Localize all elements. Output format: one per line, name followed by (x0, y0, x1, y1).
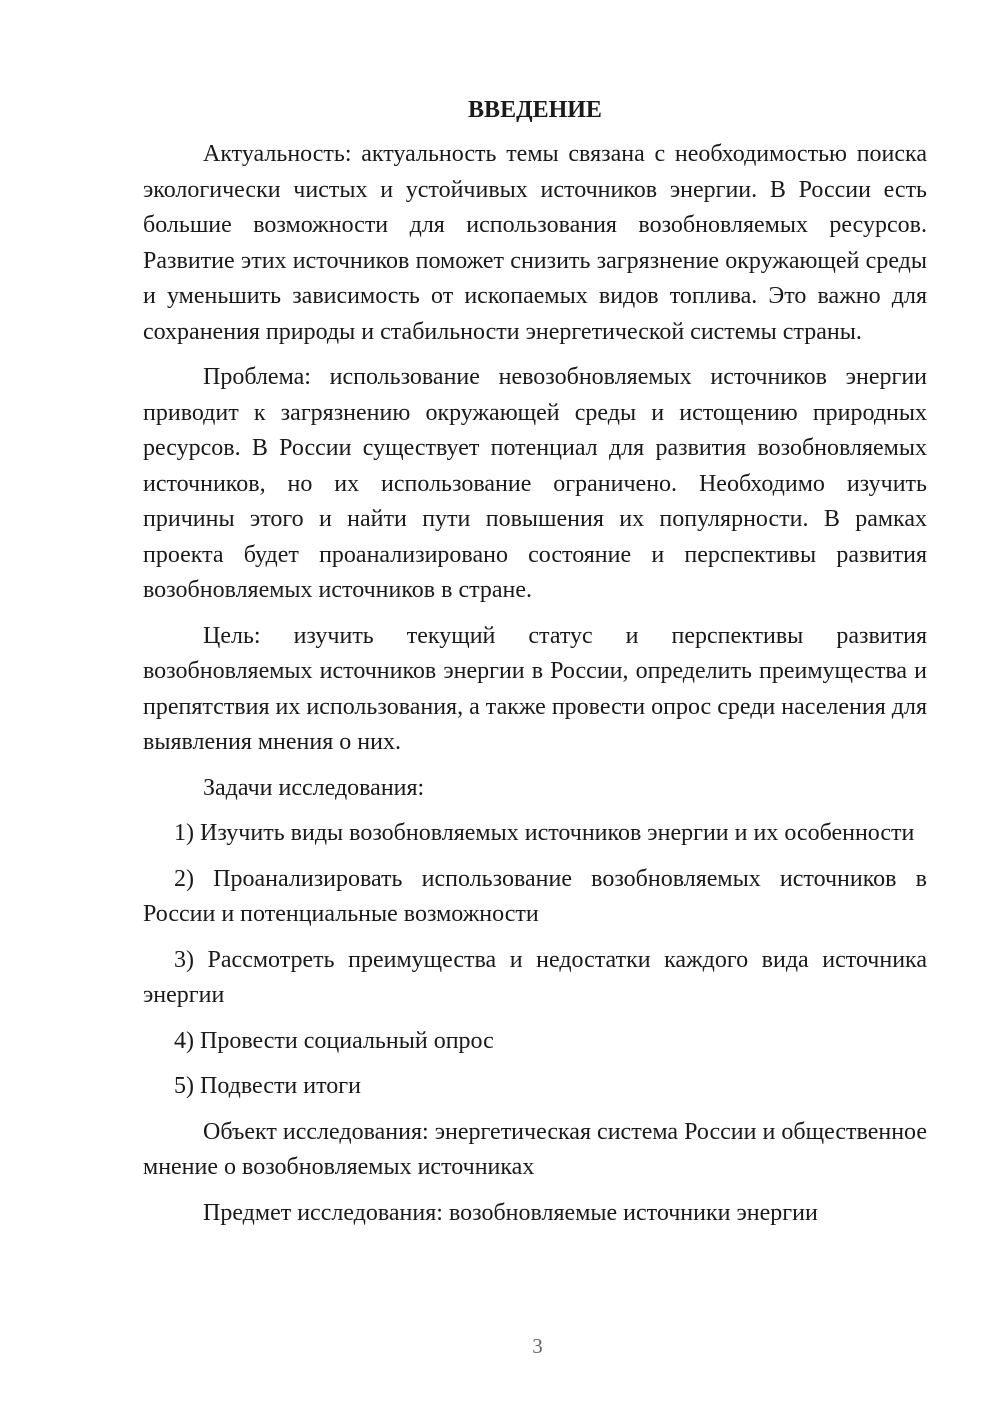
object-paragraph: Объект исследования: энергетическая система России и общественное мнение о возобновляемых источниках (143, 1118, 927, 1180)
tasks-title: Задачи исследования: (203, 774, 425, 801)
page-content (143, 93, 927, 1241)
goal-paragraph: Цель: изучить текущий статус и перспективы развития возобновляемых источников энергии в России, определить преимущества и препятствия их использования, а также провести опрос среди населения для выявления мнения о них. (143, 622, 927, 755)
problem-paragraph: Проблема: использование невозобновляемых источников энергии приводит к загрязнению окружающей среды и истощению природных ресурсов. В России существует потенциал для развития возобновляемых источников, но их использование ограничено. Необходимо изучить причины этого и найти пути повышения их популярности. В рамках проекта будет проанализировано состояние и перспективы развития возобновляемых источников в стране. (143, 364, 927, 603)
task-item: 4) Провести социальный опрос (174, 1027, 494, 1054)
relevance-paragraph: Актуальность: актуальность темы связана с необходимостью поиска экологически чистых и устойчивых источников энергии. В России есть большие возможности для использования возобновляемых ресурсов. Развитие этих источников поможет снизить загрязнение окружающей среды и уменьшить зависимость от ископаемых видов топлива. Это важно для сохранения природы и стабильности энергетической системы страны. (143, 141, 927, 345)
task-item: 5) Подвести итоги (174, 1073, 361, 1099)
subject-paragraph: Предмет исследования: возобновляемые источники энергии (203, 1199, 818, 1226)
section-heading: ВВЕДЕНИЕ (468, 97, 602, 123)
task-item: 3) Рассмотреть преимущества и недостатки каждого вида источника энергии (143, 946, 927, 1008)
task-item: 2) Проанализировать использование возобновляемых источников в России и потенциальные возможности (143, 865, 927, 927)
tasks-list (143, 816, 927, 1105)
page-number: 3 (532, 1334, 543, 1358)
task-item: 1) Изучить виды возобновляемых источников энергии и их особенности (174, 820, 915, 846)
